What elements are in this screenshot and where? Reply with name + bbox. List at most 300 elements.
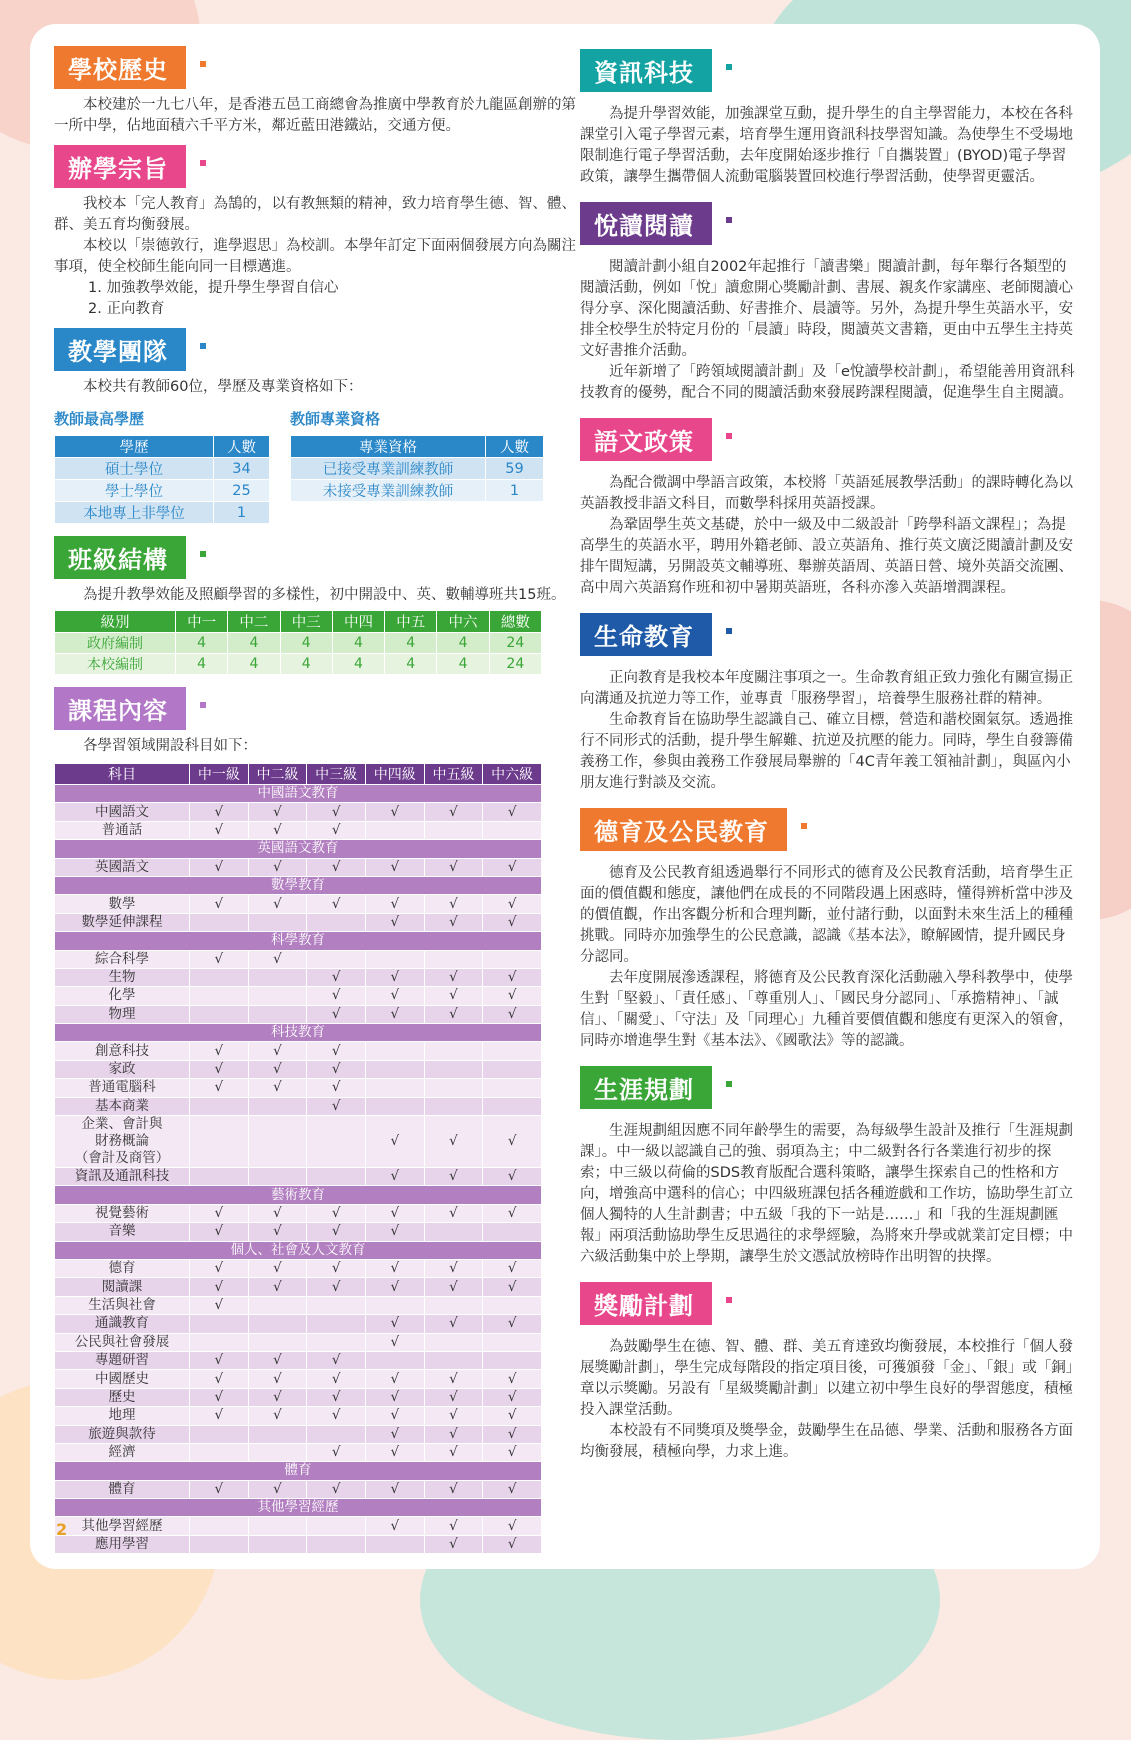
check-mark <box>424 1223 483 1241</box>
subject-row <box>55 858 542 876</box>
table-header: 中一 <box>176 611 228 633</box>
language-section <box>580 418 1075 599</box>
subject-area-row <box>55 1024 542 1042</box>
check-mark <box>190 1425 249 1443</box>
check-mark: √ <box>365 858 424 876</box>
table-header: 人數 <box>214 436 270 458</box>
table-cell: 4 <box>385 654 437 675</box>
check-mark: √ <box>483 1407 542 1425</box>
check-mark <box>307 1315 366 1333</box>
curriculum-intro: 各學習領域開設科目如下： <box>83 738 257 754</box>
table-cell: 4 <box>332 654 384 675</box>
check-mark <box>424 1097 483 1115</box>
check-mark: √ <box>483 987 542 1005</box>
check-mark: √ <box>248 1351 307 1369</box>
check-mark <box>248 1333 307 1351</box>
check-mark <box>307 1168 366 1186</box>
check-mark: √ <box>307 1407 366 1425</box>
check-mark <box>248 1425 307 1443</box>
check-mark: √ <box>424 1407 483 1425</box>
check-mark: √ <box>483 1480 542 1498</box>
check-mark <box>483 1079 542 1097</box>
subject-row <box>55 1097 542 1115</box>
check-mark: √ <box>424 1315 483 1333</box>
section-heading: 辦學宗旨 <box>54 145 186 188</box>
check-mark <box>190 913 249 931</box>
subject-row <box>55 1259 542 1277</box>
professional-subheading: 教師專業資格 <box>290 410 381 428</box>
table-header: 中三 <box>280 611 332 633</box>
document-page <box>30 24 1100 1569</box>
subject-name: 數學延伸課程 <box>55 913 190 931</box>
subject-row <box>55 1223 542 1241</box>
table-header: 中四 <box>332 611 384 633</box>
check-mark: √ <box>483 913 542 931</box>
check-mark <box>365 1535 424 1553</box>
check-mark: √ <box>248 1042 307 1060</box>
check-mark <box>190 968 249 986</box>
check-mark <box>424 821 483 839</box>
check-mark: √ <box>190 1296 249 1314</box>
check-mark: √ <box>424 913 483 931</box>
check-mark <box>483 1333 542 1351</box>
check-mark <box>307 1333 366 1351</box>
check-mark: √ <box>190 1079 249 1097</box>
subject-name: 綜合科學 <box>55 950 190 968</box>
table-cell: 24 <box>489 633 541 654</box>
check-mark: √ <box>190 1223 249 1241</box>
subject-row <box>55 1005 542 1023</box>
professional-table <box>290 435 544 502</box>
table-row <box>291 458 544 480</box>
subject-area-row <box>55 840 542 858</box>
subject-name: 普通電腦科 <box>55 1079 190 1097</box>
table-row <box>55 458 270 480</box>
table-header: 人數 <box>486 436 544 458</box>
subject-row <box>55 968 542 986</box>
check-mark: √ <box>483 968 542 986</box>
check-mark: √ <box>190 895 249 913</box>
table-header: 中二級 <box>248 764 307 785</box>
mission-section <box>54 145 580 320</box>
life-text-1: 正向教育是我校本年度關注事項之一。生命教育組正致力強化有關宣揚正向溝通及抗逆力等工作，並專責「服務學習」，培養學生服務社群的精神。 <box>580 670 1073 707</box>
check-mark <box>424 1351 483 1369</box>
table-cell: 25 <box>214 480 270 502</box>
check-mark: √ <box>190 803 249 821</box>
mission-item: 2. 正向教育 <box>88 301 165 317</box>
subject-row <box>55 1351 542 1369</box>
history-text: 本校建於一九七八年，是香港五邑工商總會為推廣中學教育於九龍區創辦的第一所中學，佔地面積六千平方米，鄰近藍田港鐵站，交通方便。 <box>54 97 576 134</box>
subject-area-label: 中國語文教育 <box>55 785 542 803</box>
check-mark: √ <box>365 1259 424 1277</box>
check-mark: √ <box>307 1443 366 1461</box>
check-mark: √ <box>307 1480 366 1498</box>
check-mark <box>424 1060 483 1078</box>
check-mark: √ <box>424 1370 483 1388</box>
check-mark: √ <box>483 1259 542 1277</box>
table-header: 中四級 <box>365 764 424 785</box>
check-mark <box>424 1042 483 1060</box>
check-mark: √ <box>190 1278 249 1296</box>
check-mark: √ <box>307 987 366 1005</box>
subject-name: 歷史 <box>55 1388 190 1406</box>
subject-name: 經濟 <box>55 1443 190 1461</box>
check-mark: √ <box>483 1168 542 1186</box>
table-header: 中六 <box>437 611 489 633</box>
curriculum-table <box>54 763 542 1554</box>
subject-area-row <box>55 932 542 950</box>
classes-section <box>54 536 580 675</box>
check-mark: √ <box>365 1204 424 1222</box>
table-header-row <box>55 611 542 633</box>
check-mark: √ <box>248 1278 307 1296</box>
check-mark: √ <box>307 968 366 986</box>
page-number: 2 <box>56 1520 68 1539</box>
check-mark <box>248 968 307 986</box>
check-mark: √ <box>424 968 483 986</box>
check-mark <box>248 1315 307 1333</box>
check-mark: √ <box>365 1517 424 1535</box>
check-mark: √ <box>307 1097 366 1115</box>
subject-name: 生活與社會 <box>55 1296 190 1314</box>
section-heading: 獎勵計劃 <box>580 1282 712 1325</box>
subject-name: 閱讀課 <box>55 1278 190 1296</box>
history-section <box>54 46 580 137</box>
award-text-1: 為鼓勵學生在德、智、體、群、美五育達致均衡發展，本校推行「個人發展獎勵計劃」，學生完成每階段的指定項目後，可獲頒發「金」、「銀」或「銅」章以示獎勵。另設有「星級獎勵計劃」以建立初中學生良好的學習態度，積極投入課堂活動。 <box>580 1339 1073 1418</box>
check-mark <box>365 1296 424 1314</box>
check-mark: √ <box>365 1116 424 1168</box>
subject-name: 生物 <box>55 968 190 986</box>
subject-row <box>55 1042 542 1060</box>
check-mark <box>248 1005 307 1023</box>
moral-text-2: 去年度開展滲透課程，將德育及公民教育深化活動融入學科教學中，使學生對「堅毅」、「責任感」、「尊重別人」、「國民身分認同」、「承擔精神」、「誠信」、「關愛」、「守法」及「同理心」九種首要價值觀和態度有更深入的領會，同時亦增進學生對《基本法》、《國歌法》等的認識。 <box>580 970 1073 1049</box>
check-mark: √ <box>483 1370 542 1388</box>
check-mark <box>190 1333 249 1351</box>
table-cell: 34 <box>214 458 270 480</box>
subject-row <box>55 1315 542 1333</box>
subject-name: 化學 <box>55 987 190 1005</box>
check-mark: √ <box>424 1204 483 1222</box>
check-mark <box>307 1296 366 1314</box>
check-mark <box>248 1296 307 1314</box>
reading-text-1: 閱讀計劃小組自2002年起推行「讀書樂」閱讀計劃，每年舉行各類型的閱讀活動，例如「悅」讀愈開心獎勵計劃、書展、親炙作家講座、老師閱讀心得分享、深化閱讀活動、好書推介、晨讀等。另外，為提升學生英語水平，安排全校學生於特定月份的「晨讀」時段，閱讀英文書籍，更由中五學生主持英文好書推介活動。 <box>580 259 1073 359</box>
check-mark <box>190 987 249 1005</box>
right-column <box>580 49 1075 1463</box>
check-mark <box>483 1223 542 1241</box>
check-mark: √ <box>365 1315 424 1333</box>
check-mark: √ <box>307 1060 366 1078</box>
section-heading: 學校歷史 <box>54 46 186 89</box>
table-header-row <box>55 764 542 785</box>
table-cell: 4 <box>228 654 280 675</box>
check-mark: √ <box>307 1042 366 1060</box>
table-header: 總數 <box>489 611 541 633</box>
check-mark: √ <box>307 895 366 913</box>
subject-row <box>55 1388 542 1406</box>
check-mark: √ <box>424 1005 483 1023</box>
section-heading: 班級結構 <box>54 536 186 579</box>
career-text: 生涯規劃組因應不同年齡學生的需要，為每級學生設計及推行「生涯規劃課」。中一級以認識自己的強、弱項為主；中二級對各行各業進行初步的探索；中三級以荷倫的SDS教育版配合選科策略，讓學生探索自己的性格和方向，增強高中選科的信心；中四級班課包括各種遊戲和工作坊，協助學生訂立個人獨特的人生計劃書；中五級「我的下一站是……」和「我的生涯規劃匯報」兩項活動協助學生反思過往的求學經驗，為將來升學或就業訂定目標；中六級活動集中於上學期，讓學生於文憑試放榜時作出明智的抉擇。 <box>580 1123 1073 1265</box>
check-mark <box>190 1517 249 1535</box>
check-mark <box>190 1168 249 1186</box>
table-cell: 4 <box>280 633 332 654</box>
subject-row <box>55 1168 542 1186</box>
life-section <box>580 613 1075 794</box>
check-mark <box>307 1425 366 1443</box>
subject-row <box>55 1443 542 1461</box>
subject-area-row <box>55 1499 542 1517</box>
subject-area-label: 其他學習經歷 <box>55 1499 542 1517</box>
subject-row <box>55 1204 542 1222</box>
check-mark: √ <box>307 1079 366 1097</box>
check-mark <box>483 1042 542 1060</box>
check-mark: √ <box>190 821 249 839</box>
check-mark: √ <box>248 1407 307 1425</box>
check-mark <box>248 987 307 1005</box>
check-mark: √ <box>248 1259 307 1277</box>
table-row <box>55 480 270 502</box>
table-cell: 政府編制 <box>55 633 176 654</box>
check-mark <box>424 950 483 968</box>
check-mark: √ <box>190 1204 249 1222</box>
table-header: 學歷 <box>55 436 214 458</box>
table-cell: 4 <box>176 633 228 654</box>
subject-name: 數學 <box>55 895 190 913</box>
check-mark <box>483 1097 542 1115</box>
award-text-2: 本校設有不同獎項及獎學金，鼓勵學生在品德、學業、活動和服務各方面均衡發展，積極向學，力求上進。 <box>580 1423 1073 1460</box>
subject-area-row <box>55 785 542 803</box>
check-mark <box>307 950 366 968</box>
check-mark: √ <box>248 1480 307 1498</box>
table-row <box>55 654 542 675</box>
subject-row <box>55 1116 542 1168</box>
table-header: 中五 <box>385 611 437 633</box>
subject-name: 通識教育 <box>55 1315 190 1333</box>
subject-area-label: 英國語文教育 <box>55 840 542 858</box>
check-mark <box>248 913 307 931</box>
check-mark: √ <box>190 858 249 876</box>
check-mark <box>307 1535 366 1553</box>
check-mark <box>483 950 542 968</box>
career-section <box>580 1066 1075 1268</box>
check-mark: √ <box>365 1425 424 1443</box>
mission-text-2: 本校以「崇德敦行，進學遐思」為校訓。本學年訂定下面兩個發展方向為關注事項，使全校師生能向同一目標邁進。 <box>54 238 576 275</box>
curriculum-section <box>54 687 580 1554</box>
table-cell: 4 <box>437 633 489 654</box>
check-mark <box>483 821 542 839</box>
moral-section <box>580 808 1075 1052</box>
check-mark: √ <box>365 1407 424 1425</box>
life-text-2: 生命教育旨在協助學生認識自己、確立目標，營造和諧校園氣氛。透過推行不同形式的活動，提升學生解難、抗逆及抗壓的能力。同時，學生自發籌備義務工作，參與由義務工作發展局舉辦的「4C青年義工領袖計劃」，與區內小朋友進行對談及交流。 <box>580 712 1073 791</box>
table-header: 專業資格 <box>291 436 486 458</box>
subject-area-row <box>55 876 542 894</box>
subject-row <box>55 950 542 968</box>
check-mark <box>190 1315 249 1333</box>
subject-row <box>55 987 542 1005</box>
check-mark: √ <box>365 1005 424 1023</box>
subject-row <box>55 895 542 913</box>
subject-name: 視覺藝術 <box>55 1204 190 1222</box>
section-heading: 德育及公民教育 <box>580 808 787 851</box>
table-header: 科目 <box>55 764 190 785</box>
check-mark: √ <box>190 1060 249 1078</box>
qualification-subheading: 教師最高學歷 <box>54 410 145 428</box>
classes-table <box>54 610 542 675</box>
classes-text: 為提升教學效能及照顧學習的多樣性，初中開設中、英、數輔導班共15班。 <box>83 587 566 603</box>
subject-row <box>55 1278 542 1296</box>
subject-row <box>55 803 542 821</box>
team-intro: 本校共有教師60位，學歷及專業資格如下： <box>83 379 363 395</box>
check-mark <box>307 1517 366 1535</box>
reading-text-2: 近年新增了「跨領域閱讀計劃」及「e悅讀學校計劃」，希望能善用資訊科技教育的優勢，配合不同的閱讀活動來發展跨課程閱讀，促進學生自主閱讀。 <box>580 364 1075 401</box>
check-mark <box>190 1097 249 1115</box>
check-mark <box>190 1116 249 1168</box>
check-mark: √ <box>424 858 483 876</box>
check-mark: √ <box>483 1315 542 1333</box>
subject-row <box>55 1079 542 1097</box>
section-heading: 生涯規劃 <box>580 1066 712 1109</box>
table-header: 中五級 <box>424 764 483 785</box>
subject-area-label: 藝術教育 <box>55 1186 542 1204</box>
check-mark: √ <box>424 1168 483 1186</box>
check-mark: √ <box>248 895 307 913</box>
check-mark <box>365 1097 424 1115</box>
check-mark: √ <box>424 1278 483 1296</box>
check-mark <box>365 1079 424 1097</box>
table-header: 中六級 <box>483 764 542 785</box>
check-mark <box>365 950 424 968</box>
table-header: 中二 <box>228 611 280 633</box>
check-mark: √ <box>365 1370 424 1388</box>
subject-area-row <box>55 1241 542 1259</box>
table-cell: 1 <box>214 502 270 524</box>
table-cell: 59 <box>486 458 544 480</box>
qualification-table <box>54 435 270 524</box>
check-mark: √ <box>365 987 424 1005</box>
check-mark <box>424 1296 483 1314</box>
subject-name: 物理 <box>55 1005 190 1023</box>
subject-name: 應用學習 <box>55 1535 190 1553</box>
check-mark: √ <box>307 1278 366 1296</box>
check-mark <box>190 1535 249 1553</box>
table-header: 級別 <box>55 611 176 633</box>
subject-name: 創意科技 <box>55 1042 190 1060</box>
check-mark <box>190 1005 249 1023</box>
subject-name: 家政 <box>55 1060 190 1078</box>
check-mark <box>424 1079 483 1097</box>
check-mark: √ <box>307 1204 366 1222</box>
subject-name: 其他學習經歷 <box>55 1517 190 1535</box>
subject-name: 德育 <box>55 1259 190 1277</box>
subject-area-label: 個人、社會及人文教育 <box>55 1241 542 1259</box>
check-mark <box>365 1351 424 1369</box>
check-mark: √ <box>248 858 307 876</box>
check-mark: √ <box>248 803 307 821</box>
check-mark: √ <box>424 1480 483 1498</box>
check-mark: √ <box>365 1333 424 1351</box>
check-mark: √ <box>483 1443 542 1461</box>
check-mark: √ <box>424 1388 483 1406</box>
table-cell: 本校編制 <box>55 654 176 675</box>
subject-name: 英國語文 <box>55 858 190 876</box>
check-mark <box>307 913 366 931</box>
check-mark: √ <box>365 1480 424 1498</box>
section-heading: 語文政策 <box>580 418 712 461</box>
check-mark: √ <box>483 1278 542 1296</box>
subject-row <box>55 1425 542 1443</box>
check-mark: √ <box>483 895 542 913</box>
check-mark: √ <box>190 1370 249 1388</box>
check-mark: √ <box>190 1042 249 1060</box>
check-mark: √ <box>190 1407 249 1425</box>
check-mark: √ <box>483 858 542 876</box>
table-cell: 4 <box>332 633 384 654</box>
left-column <box>54 46 580 1554</box>
check-mark: √ <box>307 1223 366 1241</box>
table-cell: 4 <box>280 654 332 675</box>
check-mark <box>365 821 424 839</box>
check-mark: √ <box>424 1535 483 1553</box>
check-mark <box>190 1443 249 1461</box>
check-mark <box>248 1443 307 1461</box>
check-mark: √ <box>365 1443 424 1461</box>
check-mark <box>248 1097 307 1115</box>
section-heading: 教學團隊 <box>54 328 186 371</box>
check-mark: √ <box>307 858 366 876</box>
subject-row <box>55 1407 542 1425</box>
check-mark <box>483 1296 542 1314</box>
check-mark: √ <box>365 1168 424 1186</box>
check-mark <box>307 1116 366 1168</box>
subject-name: 中國語文 <box>55 803 190 821</box>
table-header: 中一級 <box>190 764 249 785</box>
check-mark: √ <box>190 950 249 968</box>
subject-area-label: 科學教育 <box>55 932 542 950</box>
subject-name: 旅遊與款待 <box>55 1425 190 1443</box>
check-mark: √ <box>307 803 366 821</box>
subject-name: 地理 <box>55 1407 190 1425</box>
check-mark: √ <box>248 1223 307 1241</box>
subject-area-label: 數學教育 <box>55 876 542 894</box>
subject-row <box>55 1480 542 1498</box>
check-mark: √ <box>190 1388 249 1406</box>
check-mark: √ <box>365 895 424 913</box>
subject-row <box>55 1333 542 1351</box>
subject-name: 普通話 <box>55 821 190 839</box>
check-mark: √ <box>248 1370 307 1388</box>
table-cell: 4 <box>437 654 489 675</box>
check-mark: √ <box>424 1259 483 1277</box>
check-mark <box>248 1535 307 1553</box>
subject-area-row <box>55 1186 542 1204</box>
check-mark: √ <box>248 1204 307 1222</box>
check-mark <box>365 1042 424 1060</box>
check-mark: √ <box>307 821 366 839</box>
check-mark <box>248 1168 307 1186</box>
table-cell: 學士學位 <box>55 480 214 502</box>
award-section <box>580 1282 1075 1463</box>
check-mark <box>365 1060 424 1078</box>
check-mark: √ <box>307 1259 366 1277</box>
check-mark: √ <box>483 1517 542 1535</box>
subject-area-label: 科技教育 <box>55 1024 542 1042</box>
table-cell: 4 <box>385 633 437 654</box>
table-cell: 未接受專業訓練教師 <box>291 480 486 502</box>
subject-area-label: 體育 <box>55 1462 542 1480</box>
subject-row <box>55 821 542 839</box>
mission-text-1: 我校本「完人教育」為鵠的，以有教無類的精神，致力培育學生德、智、體、群、美五育均衡發展。 <box>54 196 576 233</box>
check-mark: √ <box>365 1388 424 1406</box>
